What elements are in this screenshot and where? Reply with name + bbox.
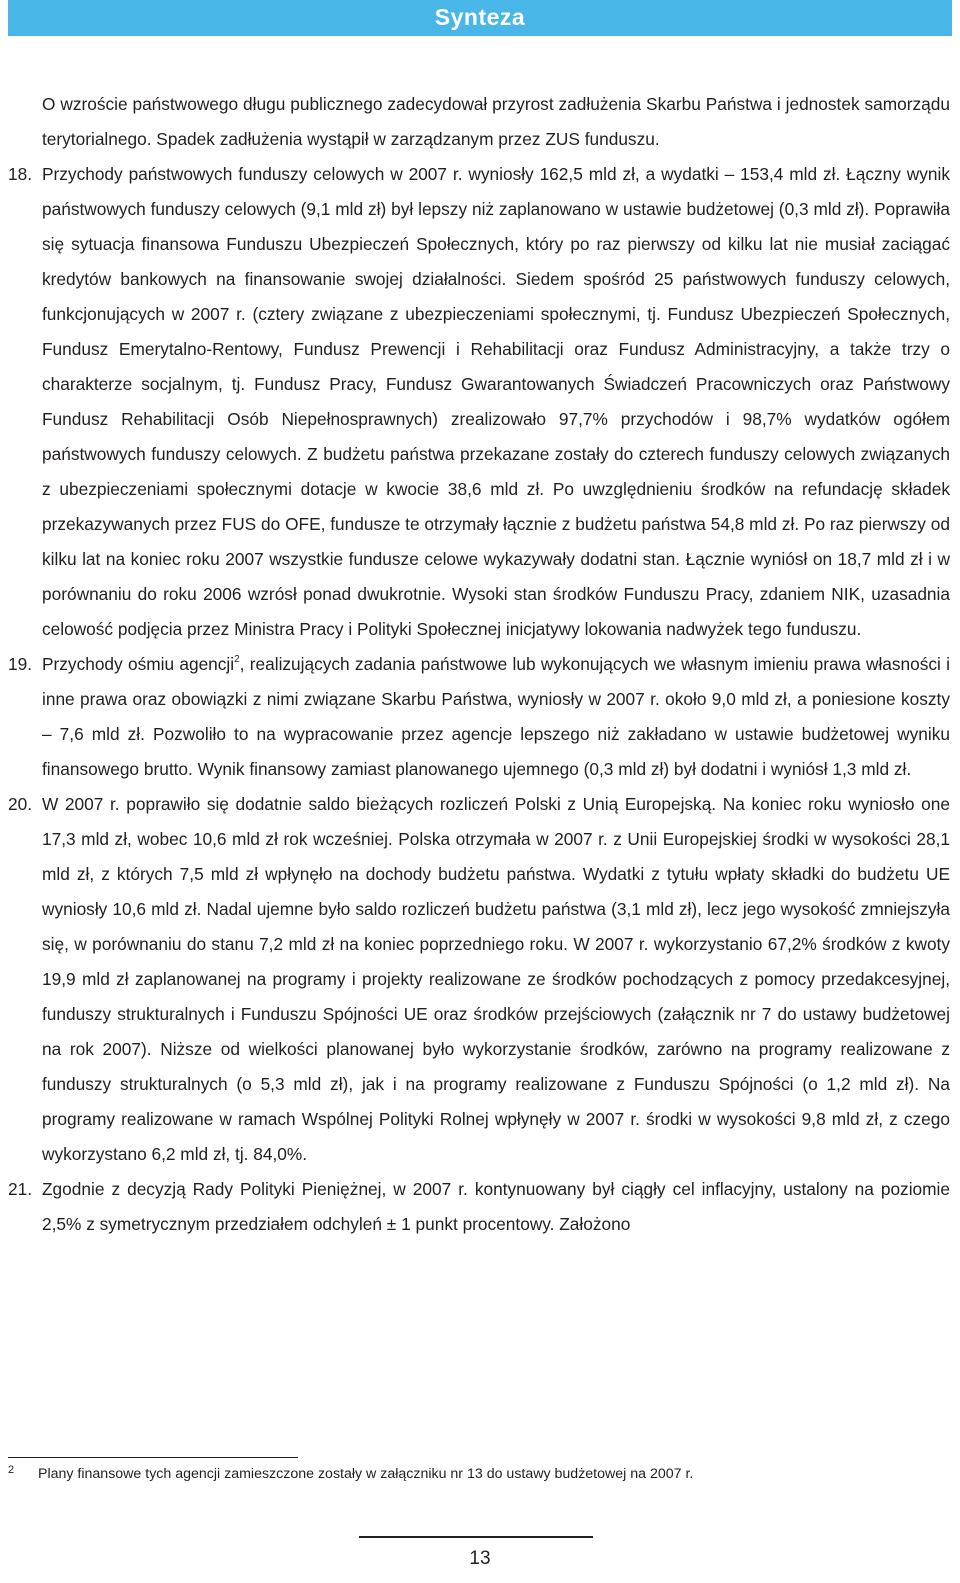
paragraph-text-lead: Przychody ośmiu agencji bbox=[42, 654, 235, 674]
paragraph-text: O wzroście państwowego długu publicznego zadecydował przyrost zadłużenia Skarbu Państwa i jednostek samorządu terytorialnego. Spadek zadłużenia wystąpił w zarządzanym przez ZUS funduszu. bbox=[42, 94, 950, 149]
paragraph-text: Przychody państwowych funduszy celowych w 2007 r. wyniosły 162,5 mld zł, a wydatki – 153,4 mld zł. Łączny wynik państwowych funduszy celowych (9,1 mld zł) był lepszy niż zaplanowano w ustawie budżetowej (0,3 mld zł). Poprawiła się sytuacja finansowa Funduszu Ubezpieczeń Społecznych, który po raz pierwszy od kilku lat nie musiał zaciągać kredytów bankowych na finansowanie swojej działalności. Siedem spośród 25 państwowych funduszy celowych, funkcjonujących w 2007 r. (cztery związane z ubezpieczeniami społecznymi, tj. Fundusz Ubezpieczeń Społecznych, Fundusz Emerytalno-Rentowy, Fundusz Prewencji i Rehabilitacji oraz Fundusz Administracyjny, a także trzy o charakterze socjalnym, tj. Fundusz Pracy, Fundusz Gwarantowanych Świadczeń Pracowniczych oraz Państwowy Fundusz Rehabilitacji Osób Niepełnosprawnych) zrealizowało 97,7% przychodów i 98,7% wydatków ogółem państwowych funduszy celowych. Z budżetu państwa przekazane zostały do czterech funduszy celowych związanych z ubezpieczeniami społecznymi dotacje w kwocie 38,6 mld zł. Po uwzględnieniu środków na refundację składek przekazywanych przez FUS do OFE, fundusze te otrzymały łącznie z budżetu państwa 54,8 mld zł. Po raz pierwszy od kilku lat na koniec roku 2007 wszystkie fundusze celowe wykazywały dodatni stan. Łącznie wyniósł on 18,7 mld zł i w porównaniu do roku 2006 wzrósł ponad dwukrotnie. Wysoki stan środków Funduszu Pracy, zdaniem NIK, uzasadnia celowość podjęcia przez Ministra Pracy i Polityki Społecznej inicjatywy lokowania nadwyżek tego funduszu. bbox=[42, 164, 950, 639]
section-title: Synteza bbox=[434, 4, 526, 30]
section-header-band bbox=[8, 0, 952, 36]
paragraph-20 bbox=[0, 787, 960, 1172]
footnote-reference: 2 bbox=[234, 654, 240, 666]
paragraph-text: , realizujących zadania państwowe lub wykonujących we własnym imieniu prawa własności i inne prawa oraz obowiązki z nimi związane Skarbu Państwa, wyniosły w 2007 r. około 9,0 mld zł, a poniesione koszty – 7,6 mld zł. Pozwoliło to na wypracowanie przez agencje lepszego niż zakładano w ustawie budżetowej wyniku finansowego brutto. Wynik finansowy zamiast planowanego ujemnego (0,3 mld zł) był dodatni i wyniósł 1,3 mld zł. bbox=[42, 654, 950, 779]
paragraph-number: 19. bbox=[8, 654, 33, 674]
paragraph-text: Zgodnie z decyzją Rady Polityki Pieniężnej, w 2007 r. kontynuowany był ciągły cel inflacyjny, ustalony na poziomie 2,5% z symetrycznym przedziałem odchyleń ± 1 punkt procentowy. Założono bbox=[42, 1179, 950, 1234]
paragraph-21 bbox=[0, 1172, 960, 1242]
page-number-divider bbox=[359, 1536, 593, 1538]
paragraph-intro bbox=[0, 87, 960, 157]
paragraph-number: 20. bbox=[8, 794, 33, 814]
paragraph-19 bbox=[0, 647, 960, 787]
page-number: 13 bbox=[469, 1548, 491, 1569]
paragraph-text: W 2007 r. poprawiło się dodatnie saldo bieżących rozliczeń Polski z Unią Europejską. Na koniec roku wyniosło one 17,3 mld zł, wobec 10,6 mld zł rok wcześniej. Polska otrzymała w 2007 r. z Unii Europejskiej środki w wysokości 28,1 mld zł, z których 7,5 mld zł wpłynęło na dochody budżetu państwa. Wydatki z tytułu wpłaty składki do budżetu UE wyniosły 10,6 mld zł. Nadal ujemne było saldo rozliczeń budżetu państwa (3,1 mld zł), lecz jego wysokość zmniejszyła się, w porównaniu do stanu 7,2 mld zł na koniec poprzedniego roku. W 2007 r. wykorzystanio 67,2% środków z kwoty 19,9 mld zł zaplanowanej na programy i projekty realizowane ze środków pochodzących z pomocy przedakcesyjnej, funduszy strukturalnych i Funduszu Spójności UE oraz środków przejściowych (załącznik nr 7 do ustawy budżetowej na rok 2007). Niższe od wielkości planowanej było wykorzystanie środków, zarówno na programy realizowane z funduszy strukturalnych (o 5,3 mld zł), jak i na programy realizowane z Funduszu Spójności (o 1,2 mld zł). Na programy realizowane w ramach Wspólnej Polityki Rolnej wpłynęły w 2007 r. środki w wysokości 9,8 mld zł, z czego wykorzystano 6,2 mld zł, tj. 84,0%. bbox=[42, 794, 950, 1164]
footnote-text: Plany finansowe tych agencji zamieszczone zostały w załączniku nr 13 do ustawy budżetowej na 2007 r. bbox=[38, 1466, 694, 1482]
footnote-divider bbox=[8, 1457, 298, 1458]
footnote-number: 2 bbox=[8, 1464, 15, 1476]
paragraph-number: 21. bbox=[8, 1179, 33, 1199]
paragraph-18 bbox=[0, 157, 960, 647]
paragraph-number: 18. bbox=[8, 164, 33, 184]
document-body bbox=[0, 87, 960, 1242]
